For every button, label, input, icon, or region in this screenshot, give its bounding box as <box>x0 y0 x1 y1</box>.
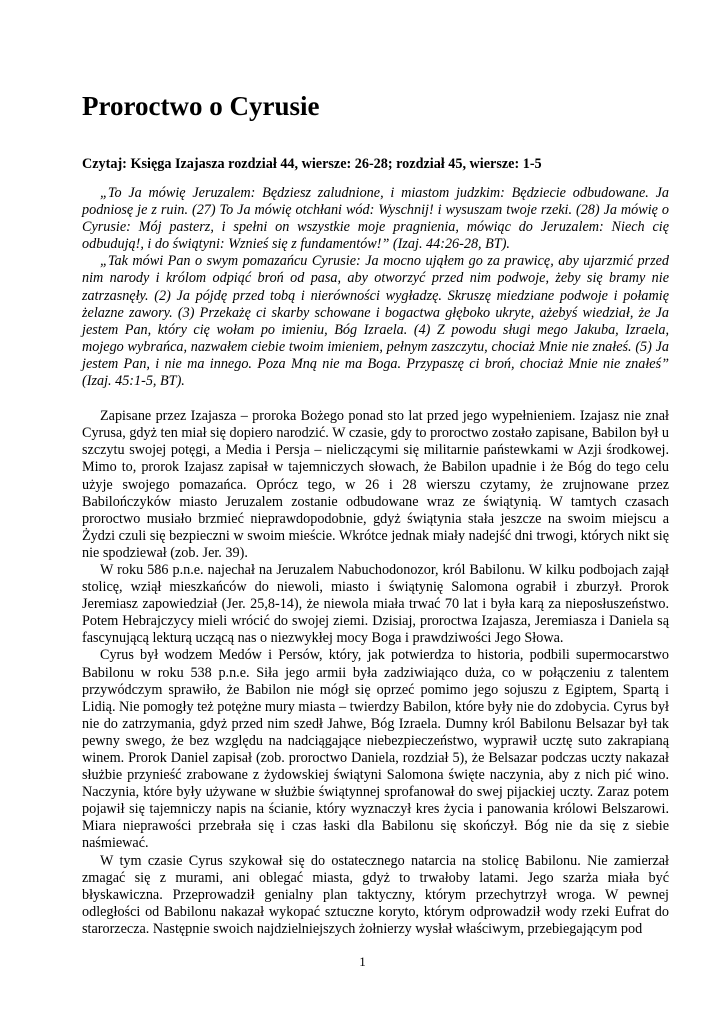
body-paragraph: Cyrus był wodzem Medów i Persów, który, jak potwierdza to historia, podbili supermocarstwo Babilonu w roku 538 p.n.e. Siła jego armii była zadziwiająco duża, co w połączeniu z talentem przywódczym sprawiło, że Babilon nie mógł się oprzeć pomimo jego sojuszu z Egiptem, Spartą i Lidią. Nie pomogły też potężne mury miasta – twierdzy Babilon, które były nie do zdobycia. Cyrus był nie do zatrzymania, gdyż przed nim szedł Jahwe, Bóg Izraela. Dumny król Babilonu Belsazar był tak pewny swego, że bez względu na nadciągające niebezpieczeństwo, wyprawił ucztę suto zakrapianą winem. Prorok Daniel zapisał (zob. proroctwo Daniela, rozdział 5), że Belsazar podczas uczty nakazał służbie przynieść zrabowane z żydowskiej świątyni Salomona święte naczynia, aby z nich pić wino. Naczynia, które były używane w służbie świątynnej sprofanował do swej pijackiej uczty. Zaraz potem pojawił się tajemniczy napis na ścianie, który wyznaczył kres życia i panowania królowi Belszarowi. Miara nieprawości przebrała się i czas łaski dla Babilonu się skończył. Bóg nie da się z siebie naśmiewać. <box>82 647 669 852</box>
quote-isaiah-44: „To Ja mówię Jeruzalem: Będziesz zaludnione, i miastom judzkim: Będziecie odbudowane. Ja podniosę je z ruin. (27) To Ja mówię otchłani wód: Wyschnij! i wysuszam twoje rzeki. (28) Ja mówię o Cyrusie: Mój pasterz, i spełni on wszystkie moje pragnienia, mówiąc do Jeruzalem: Niech cię odbudują!, i do świątyni: Wznieś się z fundamentów!” (Izaj. 44:26-28, BT). <box>82 185 669 253</box>
quote-block <box>82 185 669 390</box>
reading-reference: Czytaj: Księga Izajasza rozdział 44, wiersze: 26-28; rozdział 45, wiersze: 1-5 <box>82 156 542 172</box>
body-paragraph: W tym czasie Cyrus szykował się do ostatecznego natarcia na stolicę Babilonu. Nie zamierzał zmagać się z murami, ani oblegać miasta, gdyż to trwałoby latami. Jego szarża miała być błyskawiczna. Przeprowadził genialny plan taktyczny, którym przechytrzył wroga. W pewnej odległości od Babilonu nakazał wykopać sztuczne koryto, którym odprowadził wody rzeki Eufrat do starorzecza. Następnie swoich najdzielniejszych żołnierzy wysłał właściwym, przebiegającym pod <box>82 852 669 937</box>
page-number: 1 <box>359 954 366 969</box>
body-text <box>82 408 669 938</box>
body-paragraph: Zapisane przez Izajasza – proroka Bożego ponad sto lat przed jego wypełnieniem. Izajasz nie znał Cyrusa, gdyż ten miał się dopiero narodzić. W czasie, gdy to proroctwo zostało zapisane, Babilon był u szczytu swojej potęgi, a Media i Persja – nieliczącymi się militarnie państewkami w Azji środkowej. Mimo to, prorok Izajasz zapisał w tajemniczych słowach, że Babilon upadnie i że Bóg do tego celu użyje swojego pomazańca. Oprócz tego, w 26 i 28 wierszu czytamy, że zrujnowane przez Babilończyków miasto Jeruzalem zostanie odbudowane wraz ze świątynią. W tamtych czasach proroctwo musiało brzmieć nieprawdopodobnie, gdyż świątynia stała jeszcze na swoim miejscu a Żydzi czuli się bezpieczni w swoim mieście. Wkrótce jednak miały nadejść dni trwogi, których nikt się nie spodziewał (zob. Jer. 39). <box>82 408 669 561</box>
body-paragraph: W roku 586 p.n.e. najechał na Jeruzalem Nabuchodonozor, król Babilonu. W kilku podbojach zajął stolicę, wziął mieszkańców do niewoli, miasto i świątynię Salomona ograbił i zburzył. Prorok Jeremiasz zapowiedział (Jer. 25,8-14), że niewola miała trwać 70 lat i była karą za nieposłuszeństwo. Potem Hebrajczycy mieli wrócić do swojej ziemi. Dzisiaj, proroctwa Izajasza, Jeremiasza i Daniela są fascynującą lekturą uczącą nas o niezwykłej mocy Boga i prawdziwości Jego Słowa. <box>82 561 669 647</box>
quote-isaiah-45: „Tak mówi Pan o swym pomazańcu Cyrusie: Ja mocno ująłem go za prawicę, aby ujarzmić przed nim narody i królom odpiąć broń od pasa, aby otworzyć przed nim podwoje, żeby się bramy nie zatrzasnęły. (2) Ja pójdę przed tobą i nierówności wygładzę. Skruszę miedziane podwoje i połamię żelazne zawory. (3) Przekażę ci skarby schowane i bogactwa głęboko ukryte, ażebyś wiedział, że Ja jestem Pan, który cię wołam po imieniu, Bóg Izraela. (4) Z powodu sługi mego Jakuba, Izraela, mojego wybrańca, nazwałem ciebie twoim imieniem, pełnym zaszczytu, chociaż Mnie nie znałeś. (5) Ja jestem Pan, i nie ma innego. Poza Mną nie ma Boga. Przypaszę ci broń, chociaż Mnie nie znałeś” (Izaj. 45:1-5, BT). <box>82 253 669 390</box>
page-title: Proroctwo o Cyrusie <box>82 91 320 121</box>
